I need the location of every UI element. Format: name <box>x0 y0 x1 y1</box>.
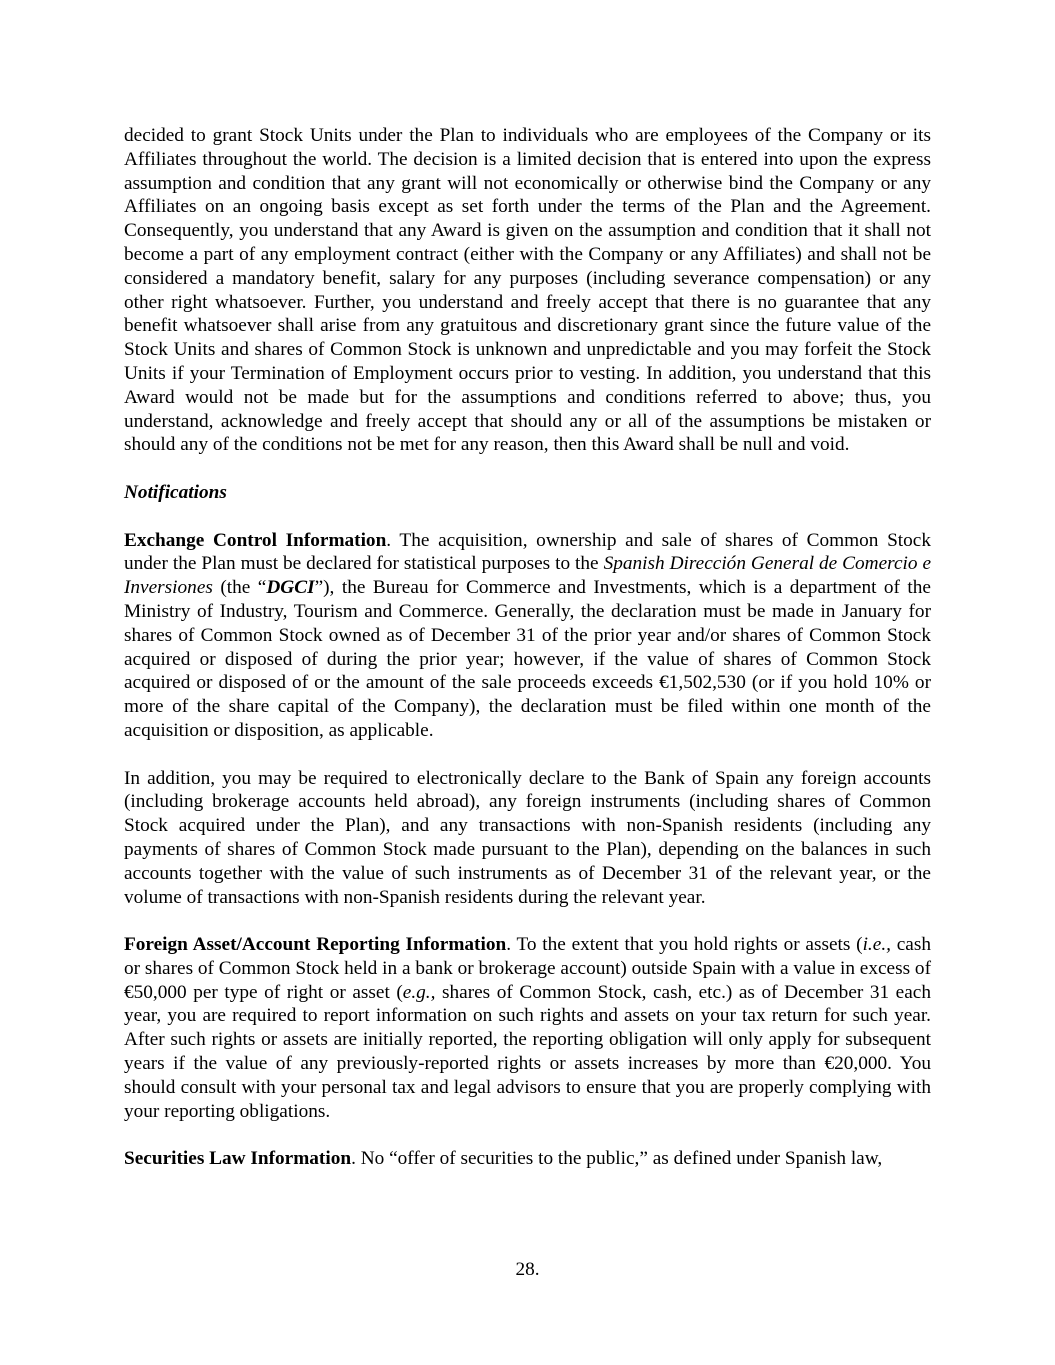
page-number: 28. <box>515 1259 540 1280</box>
exchange-control-heading: Exchange Control Information <box>124 529 387 551</box>
foreign-asset-heading: Foreign Asset/Account Reporting Information <box>124 934 507 956</box>
foreign-asset-text-2: cash or shares of Common Stock held in a bank or brokerage account) outside Spain with a value in excess of €50,000 per type of right or asset ( <box>124 934 931 1003</box>
foreign-asset-text-1: . To the extent that you hold rights or assets ( <box>506 934 863 956</box>
ie-abbreviation: i.e., <box>862 934 891 956</box>
foreign-asset-paragraph <box>124 933 931 1123</box>
securities-law-heading: Securities Law Information <box>124 1148 352 1170</box>
exchange-control-text-2: (the “ <box>212 577 267 599</box>
securities-law-text: . No “offer of securities to the public,” as defined under Spanish law, <box>351 1148 883 1170</box>
exchange-control-paragraph <box>124 529 931 743</box>
body-paragraph-decision: decided to grant Stock Units under the Plan to individuals who are employees of the Company or its Affiliates throughout the world. The decision is a limited decision that is entered into upon the express assumption and condition that any grant will not economically or otherwise bind the Company or any Affiliates on an ongoing basis except as set forth under the terms of the Plan and the Agreement. Consequently, you understand that any Award is given on the assumption and condition that it shall not become a part of any employment contract (either with the Company or any Affiliates) and shall not be considered a mandatory benefit, salary for any purposes (including severance compensation) or any other right whatsoever. Further, you understand and freely accept that there is no guarantee that any benefit whatsoever shall arise from any gratuitous and discretionary grant since the future value of the Stock Units and shares of Common Stock is unknown and unpredictable and you may forfeit the Stock Units if your Termination of Employment occurs prior to vesting. In addition, you understand that this Award would not be made but for the assumptions and conditions referred to above; thus, you understand, acknowledge and freely accept that should any or all of the assumptions be mistaken or should any of the conditions not be met for any reason, then this Award shall be null and void. <box>124 125 931 456</box>
document-page <box>124 124 931 1171</box>
foreign-asset-text-3: shares of Common Stock, cash, etc.) as of December 31 each year, you are required to report information on such rights and assets on your tax return for such year. After such rights or assets are initially reported, the reporting obligation will only apply for subsequent years if the value of any previously-reported rights or assets increases by more than €20,000. You should consult with your personal tax and legal advisors to ensure that you are properly complying with your reporting obligations. <box>124 981 931 1122</box>
agency-name: Spanish Dirección General de Comercio e Inversiones <box>124 553 932 599</box>
exchange-control-text-1: . The acquisition, ownership and sale of shares of Common Stock under the Plan must be declared for statistical purposes to the <box>124 529 932 575</box>
exchange-control-text-3: ”), the Bureau for Commerce and Investments, which is a department of the Ministry of Industry, Tourism and Commerce. Generally, the declaration must be made in January for shares of Common Stock owned as of December 31 of the prior year and/or shares of Common Stock acquired or disposed of during the prior year; however, if the value of shares of Common Stock acquired or disposed of or the amount of the sale proceeds exceeds €1,502,530 (or if you hold 10% or more of the share capital of the Company), the declaration must be filed within one month of the acquisition or disposition, as applicable. <box>124 577 931 741</box>
securities-law-paragraph <box>124 1147 931 1171</box>
notifications-heading: Notifications <box>124 481 227 503</box>
bank-of-spain-paragraph: In addition, you may be required to electronically declare to the Bank of Spain any foreign accounts (including brokerage accounts held abroad), any foreign instruments (including shares of Common Stock acquired under the Plan), and any transactions with non-Spanish residents (including any payments of shares of Common Stock made pursuant to the Plan), depending on the balances in such accounts together with the value of such instruments as of December 31 of the relevant year, or the volume of transactions with non-Spanish residents during the relevant year. <box>124 767 931 908</box>
eg-abbreviation: e.g., <box>402 981 436 1003</box>
dgci-abbreviation: DGCI <box>266 577 315 599</box>
